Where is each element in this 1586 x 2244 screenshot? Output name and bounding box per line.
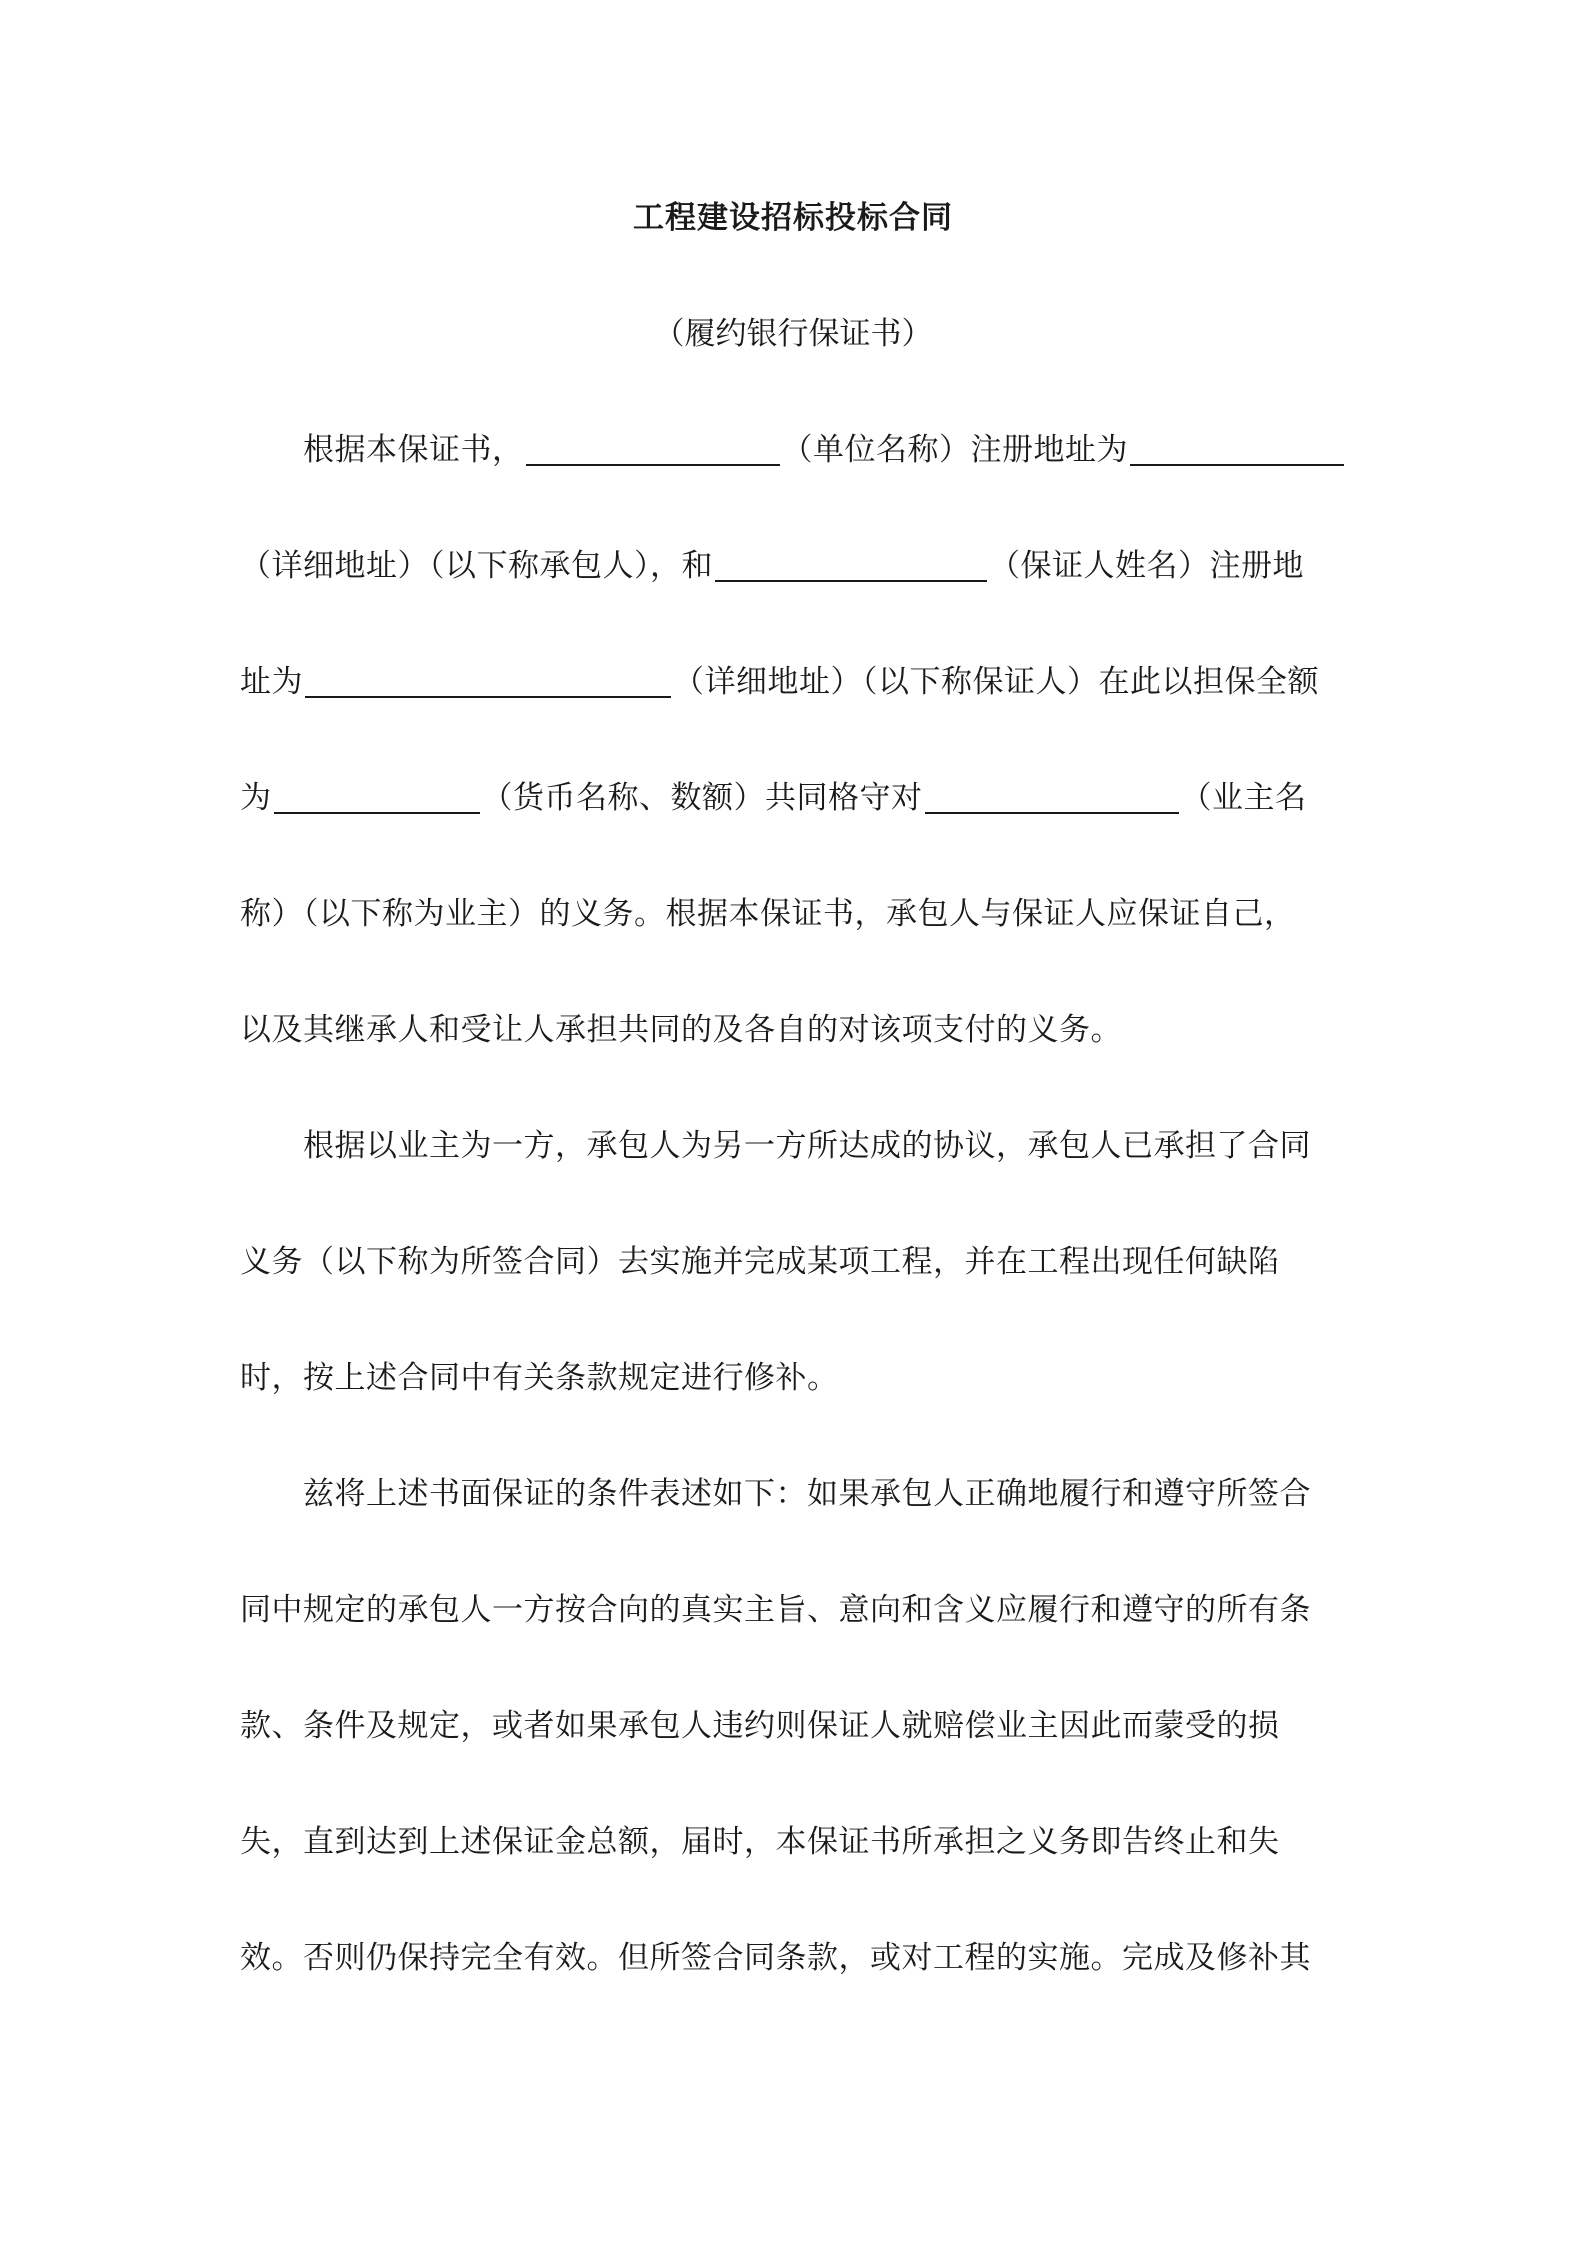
- paragraph-2-line-2: 义务（以下称为所签合同）去实施并完成某项工程，并在工程出现任何缺陷: [240, 1244, 1280, 1280]
- currency-amount-blank: [274, 776, 480, 814]
- paragraph-1-line-6: 以及其继承人和受让人承担共同的及各自的对该项支付的义务。: [240, 1012, 1122, 1048]
- paragraph-2-line-1: 根据以业主为一方，承包人为另一方所达成的协议，承包人已承担了合同: [303, 1128, 1311, 1164]
- text-segment: （保证人姓名）注册地: [989, 548, 1304, 584]
- paragraph-1-line-2: [240, 542, 1350, 590]
- paragraph-1-line-4: [240, 774, 1350, 822]
- owner-name-blank: [925, 776, 1179, 814]
- detailed-address-blank: [305, 660, 671, 698]
- document-title: 工程建设招标投标合同: [633, 200, 953, 236]
- text-segment: （详细地址）（以下称保证人）在此以担保全额: [673, 664, 1319, 700]
- paragraph-1-line-5: 称）（以下称为业主）的义务。根据本保证书，承包人与保证人应保证自己，: [240, 896, 1296, 932]
- text-segment: 根据本保证书，: [303, 432, 524, 468]
- paragraph-3-line-1: 兹将上述书面保证的条件表述如下：如果承包人正确地履行和遵守所签合: [303, 1476, 1311, 1512]
- paragraph-3-line-4: 失，直到达到上述保证金总额，届时，本保证书所承担之义务即告终止和失: [240, 1824, 1280, 1860]
- paragraph-3-line-2: 同中规定的承包人一方按合向的真实主旨、意向和含义应履行和遵守的所有条: [240, 1592, 1311, 1628]
- paragraph-3-line-3: 款、条件及规定，或者如果承包人违约则保证人就赔偿业主因此而蒙受的损: [240, 1708, 1280, 1744]
- paragraph-2-line-3: 时，按上述合同中有关条款规定进行修补。: [240, 1360, 839, 1396]
- text-segment: 为: [240, 780, 272, 816]
- paragraph-3-line-5: 效。否则仍保持完全有效。但所签合同条款，或对工程的实施。完成及修补其: [240, 1940, 1311, 1976]
- guarantor-name-blank: [715, 544, 987, 582]
- text-segment: 址为: [240, 664, 303, 700]
- text-segment: （货币名称、数额）共同格守对: [481, 780, 923, 816]
- text-segment: （单位名称）注册地址为: [781, 432, 1128, 468]
- text-segment: （详细地址）（以下称承包人），和: [240, 548, 713, 584]
- text-segment: （业主名: [1180, 780, 1307, 816]
- document-subtitle: （履约银行保证书）: [653, 316, 933, 352]
- registered-address-blank: [1130, 428, 1344, 466]
- unit-name-blank: [526, 428, 780, 466]
- paragraph-1-line-3: [240, 658, 1350, 706]
- paragraph-1-line-1: [303, 426, 1350, 474]
